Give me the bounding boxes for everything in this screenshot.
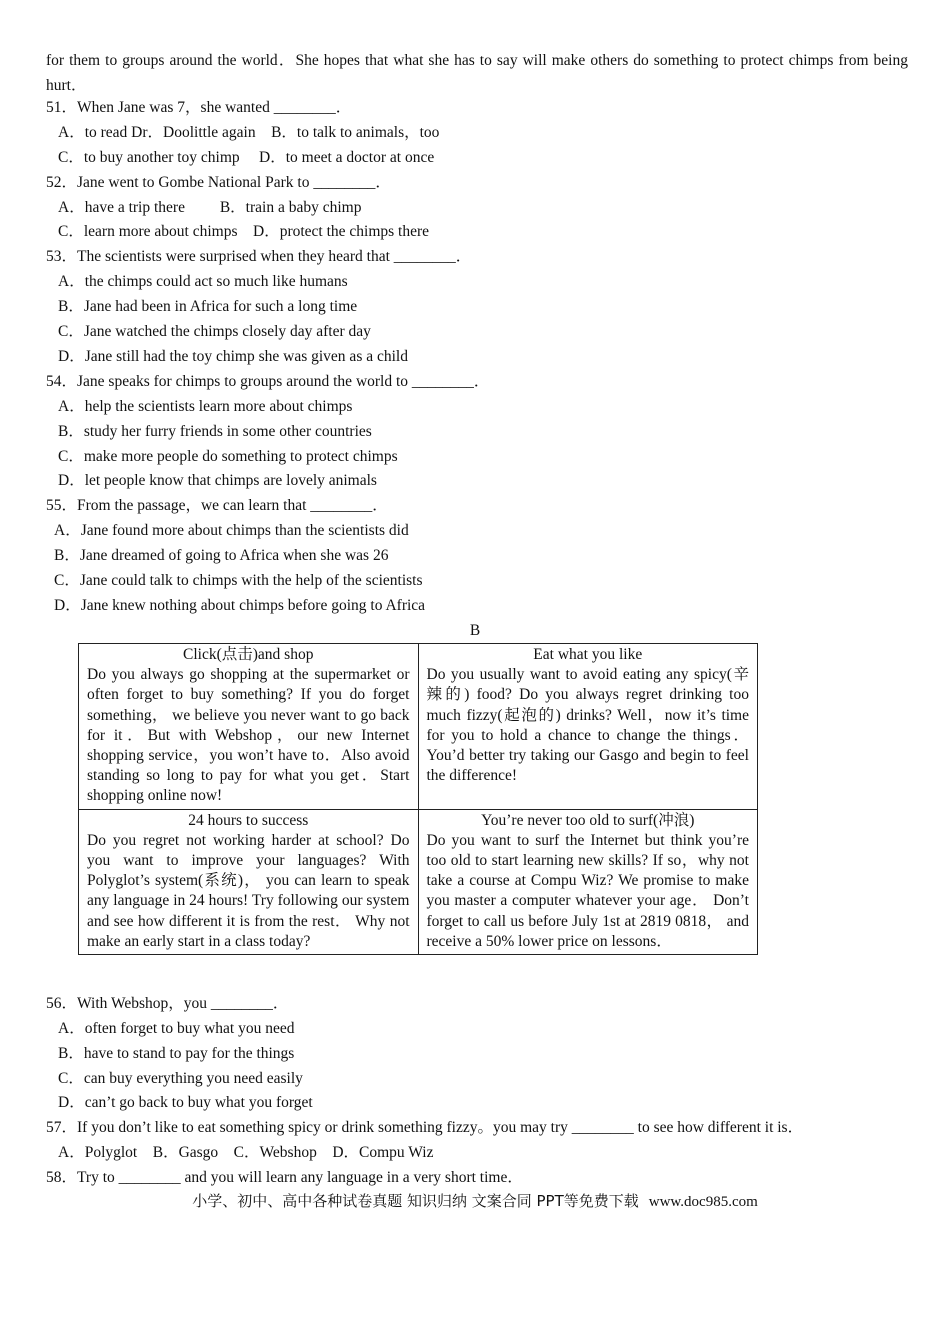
question-56-stem: 56．With Webshop，you ________． [46, 995, 289, 1012]
question-58-stem: 58．Try to ________ and you will learn any language in a very short time． [46, 1169, 523, 1186]
footer-banner [0, 1190, 950, 1211]
ad-gasgo [418, 644, 758, 810]
question-55-option-a: A．Jane found more about chimps than the scientists did [54, 522, 409, 539]
ads-table [78, 643, 758, 955]
question-52-stem: 52．Jane went to Gombe National Park to ________． [46, 174, 391, 191]
question-54-stem: 54．Jane speaks for chimps to groups around the world to ________． [46, 373, 490, 390]
ad-body: Do you regret not working harder at school? Do you want to improve your languages? With Polyglot’s system(系统)， you can learn to speak any language in 24 hours! Try following our system and see how different it is from the rest． Why not make an early start in a class today? [87, 831, 410, 950]
ad-title: Click(点击)and shop [183, 646, 314, 663]
question-51-option-row: A．to read Dr．Doolittle again B．to talk to animals，too [58, 124, 440, 141]
question-54-option-d: D．let people know that chimps are lovely animals [58, 472, 377, 489]
question-57-stem: 57．If you don’t like to eat something spicy or drink something fizzy。you may try ________ to see how different it is． [46, 1119, 804, 1136]
question-55-stem: 55．From the passage，we can learn that ________． [46, 497, 388, 514]
question-53-option-c: C．Jane watched the chimps closely day after day [58, 323, 371, 340]
question-53-option-a: A．the chimps could act so much like humans [58, 273, 348, 290]
question-51-stem: 51．When Jane was 7，she wanted ________． [46, 99, 352, 116]
footer-url[interactable]: www.doc985.com [648, 1194, 758, 1210]
ad-body: Do you usually want to avoid eating any spicy(辛辣的) food? Do you always regret drinking too much fizzy(起泡的) drinks? Well，now it’s time for you to hold a chance to change the things．You’d better try taking our Gasgo and begin to feel the difference! [426, 666, 749, 785]
question-53-stem: 53．The scientists were surprised when they heard that ________． [46, 248, 472, 265]
question-57-option-row: A．Polyglot B．Gasgo C．Webshop D．Compu Wiz [58, 1144, 434, 1161]
section-b-label: B [469, 622, 481, 639]
question-52-option-row: A．have a trip there B．train a baby chimp [58, 199, 362, 216]
question-51-option-row: C．to buy another toy chimp D．to meet a doctor at once [58, 149, 435, 166]
question-53-option-d: D．Jane still had the toy chimp she was given as a child [58, 348, 408, 365]
question-55-option-b: B．Jane dreamed of going to Africa when she was 26 [54, 547, 389, 564]
question-54-option-c: C．make more people do something to protect chimps [58, 448, 398, 465]
question-55-option-d: D．Jane knew nothing about chimps before going to Africa [54, 597, 426, 614]
question-56-option-c: C．can buy everything you need easily [58, 1070, 303, 1087]
question-56-option-b: B．have to stand to pay for the things [58, 1045, 295, 1062]
question-54-option-a: A．help the scientists learn more about chimps [58, 398, 353, 415]
question-54-option-b: B．study her furry friends in some other countries [58, 423, 372, 440]
ad-title: 24 hours to success [188, 811, 309, 829]
ad-webshop [79, 644, 419, 810]
question-56-option-a: A．often forget to buy what you need [58, 1020, 295, 1037]
ad-body: Do you want to surf the Internet but think you’re too old to start learning new skills? If so，why not take a course at Compu Wiz? We promise to make you master a computer whatever your age． Don’t forget to call us before July 1st at 2819 0818， and receive a 50% lower price on lessons． [426, 831, 749, 950]
ad-title: You’re never too old to surf(冲浪) [481, 811, 695, 829]
ad-body: Do you always go shopping at the supermarket or often forget to buy something? If you do forget something， we believe you never want to go back for it．But with Webshop，our new Internet shopping service，you won’t have to．Also avoid standing so long to pay for what you get．Start shopping online now! [87, 666, 410, 805]
question-53-option-b: B．Jane had been in Africa for such a long time [58, 298, 358, 315]
ad-title: Eat what you like [533, 646, 643, 663]
ad-polyglot [79, 809, 419, 954]
question-56-option-d: D．can’t go back to buy what you forget [58, 1094, 313, 1111]
question-55-option-c: C．Jane could talk to chimps with the help of the scientists [54, 572, 423, 589]
passage-intro: for them to groups around the world．She hopes that what she has to say will make others do something to protect chimps from being hurt． [46, 52, 908, 94]
ad-compu-wiz [418, 809, 758, 954]
question-52-option-row: C．learn more about chimps D．protect the chimps there [58, 223, 430, 240]
footer-text: 小学、初中、高中各种试卷真题 知识归纳 文案合同 PPT等免费下载 [192, 1192, 639, 1210]
